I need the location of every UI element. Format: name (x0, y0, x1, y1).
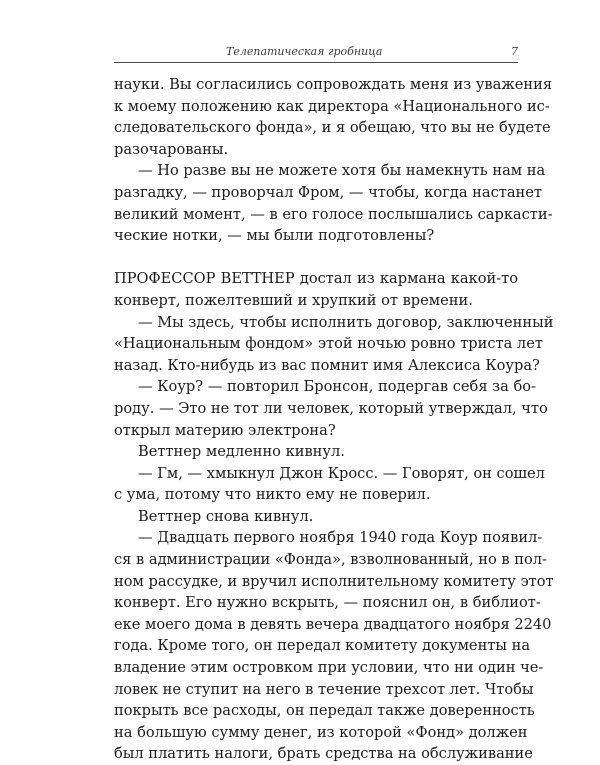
text-line: покрыть все расходы, он передал также доверенность (114, 702, 535, 720)
text-line: ПРОФЕССОР ВЕТТНЕР достал из кармана какой-то (114, 270, 518, 288)
text-line: следовательского фонда», и я обещаю, что вы не будете (114, 119, 551, 137)
text-line: — Мы здесь, чтобы исполнить договор, заключенный (138, 313, 554, 331)
text-line: конверт. Его нужно вскрыть, — пояснил он, в библиот- (114, 594, 541, 612)
text-line: разочарованы. (114, 140, 229, 158)
text-line: владение этим островком при условии, что ни один че- (114, 659, 544, 677)
text-line: еке моего дома в девять вечера двадцатого ноября 2240 (114, 615, 552, 633)
text-line: ся в администрации «Фонда», взволнованный, но в пол- (114, 551, 547, 569)
text-line: — Гм, — хмыкнул Джон Кросс. — Говорят, он сошел (138, 464, 545, 482)
page-header (114, 44, 518, 62)
text-line: роду. — Это не тот ли человек, который утверждал, что (114, 399, 548, 417)
body-text (114, 74, 554, 765)
text-line: был платить налоги, брать средства на обслуживание (114, 745, 533, 763)
page-number: 7 (511, 45, 518, 58)
text-line: на большую сумму денег, из которой «Фонд» должен (114, 723, 528, 741)
text-line: Веттнер снова кивнул. (138, 507, 314, 525)
text-line: ном рассудке, и вручил исполнительному комитету этот (114, 572, 554, 590)
text-line: разгадку, — проворчал Фром, — чтобы, когда настанет (114, 183, 542, 201)
text-line: ловек не ступит на него в течение трехсот лет. Чтобы (114, 680, 534, 698)
section-break (114, 247, 518, 269)
text-line: — Двадцать первого ноября 1940 года Коур появил- (138, 529, 543, 547)
text-line: к моему положению как директора «Национального ис- (114, 97, 550, 115)
text-line: назад. Кто-нибудь из вас помнит имя Алексиса Коура? (114, 356, 540, 374)
text-line: года. Кроме того, он передал комитету документы на (114, 637, 531, 655)
text-line: великий момент, — в его голосе послышались саркасти- (114, 205, 553, 223)
text-line: науки. Вы согласились сопровождать меня из уважения (114, 76, 553, 93)
text-line: Веттнер медленно кивнул. (138, 443, 345, 461)
text-line: с ума, потому что никто ему не поверил. (114, 486, 431, 504)
running-title: Телепатическая гробница (226, 45, 383, 58)
text-line: «Национальным фондом» этой ночью ровно триста лет (114, 335, 543, 353)
text-line: ческие нотки, — мы были подготовлены? (114, 227, 435, 245)
text-line: — Но разве вы не можете хотя бы намекнуть нам на (138, 162, 546, 180)
text-line: конверт, пожелтевший и хрупкий от времени. (114, 291, 473, 309)
text-line: — Коур? — повторил Бронсон, подергав себя за бо- (138, 378, 536, 396)
header-rule (114, 62, 518, 63)
text-line: открыл материю электрона? (114, 421, 336, 439)
